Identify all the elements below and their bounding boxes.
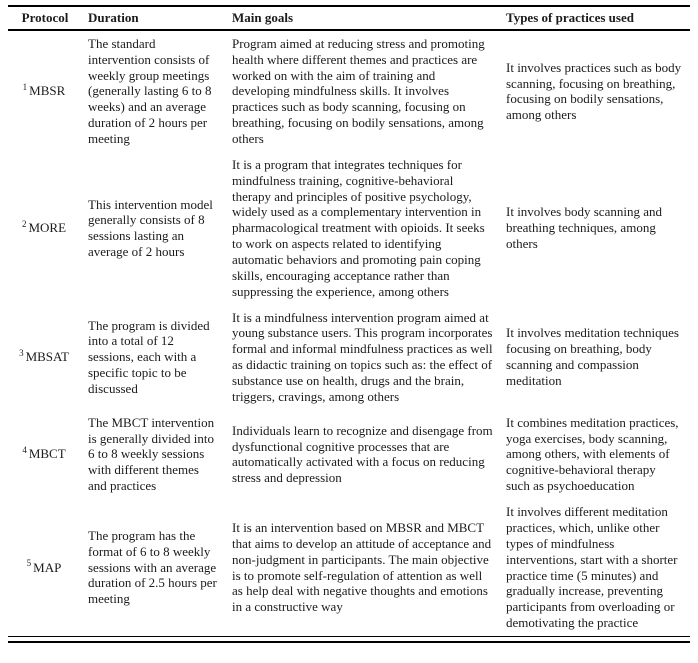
table-body (8, 30, 690, 637)
protocols-table (8, 5, 690, 637)
table-row-map (8, 499, 690, 636)
practices-cell: It involves different meditation practices, which, unlike other types of mindfulness interventions, start with a shorter practice time (5 minutes) and gradually increase, preventing participants from overloading or demotivating the practice (502, 499, 690, 636)
header-row (8, 6, 690, 30)
protocol-label: MORE (28, 220, 67, 236)
practices-cell: It combines meditation practices, yoga exercises, body scanning, among others, with elements of cognitive-behavioral therapy such as psychoeducation (506, 414, 679, 494)
duration-cell: The program has the format of 6 to 8 weekly sessions with an average duration of 2.5 hours per meeting (84, 499, 228, 636)
table-row-mbct (8, 410, 690, 499)
practices-cell: It involves practices such as body scanning, focusing on breathing, focusing on bodily sensations, among others (506, 59, 682, 123)
protocol-cell (8, 30, 84, 152)
main-goals-cell: It is a mindfulness intervention program aimed at young substance users. This program incorporates formal and informal mindfulness practices as well as didactic training on topics such as: the effect of substance use on health, drugs and the brain, triggers, cravings, among others (232, 309, 493, 404)
protocol-superscript: 3 (19, 347, 24, 358)
protocol-label: MAP (33, 559, 62, 575)
main-goals-cell: It is an intervention based on MBSR and MBCT that aims to develop an attitude of acceptance and non-judgment in participants. The main objective is to promote self-regulation of attention as well as help deal with negative thoughts and emotions in a constructive way (228, 499, 502, 636)
protocol-label: MBCT (28, 446, 66, 462)
protocol-superscript: 2 (21, 218, 27, 229)
main-goals-cell: Program aimed at reducing stress and promoting health where different themes and practices are worked on with the aim of training and developing mindfulness skills. It involves practices such as body scanning, focusing on breathing, focusing on bodily sensations, among others (232, 35, 485, 147)
table-header (8, 6, 690, 30)
practices-cell: It involves meditation techniques focusing on breathing, body scanning and compassion meditation (506, 325, 679, 389)
duration-cell: The MBCT intervention is generally divided into 6 to 8 weekly sessions with different themes and practices (88, 414, 215, 494)
protocol-superscript: 5 (26, 558, 32, 569)
table-row-mbsr (8, 30, 690, 152)
protocol-cell (8, 305, 84, 410)
protocol-cell (8, 499, 84, 636)
main-goals-cell: Individuals learn to recognize and disengage from dysfunctional cognitive processes that are automatically activated with a focus on reducing stress and depression (232, 422, 493, 486)
protocol-superscript: 4 (22, 445, 27, 456)
duration-cell: The program is divided into a total of 12 sessions, each with a specific topic to be discussed (88, 317, 210, 396)
column-header-duration: Duration (84, 6, 228, 30)
duration-cell: This intervention model generally consists of 8 sessions lasting an average of 2 hours (88, 196, 213, 260)
protocol-label: MBSAT (25, 349, 69, 365)
column-header-protocol: Protocol (8, 6, 84, 30)
protocol-cell (8, 152, 84, 305)
main-goals-cell: It is a program that integrates techniques for mindfulness training, cognitive-behavioral therapy and principles of positive psychology, widely used as a complementary intervention in pharmacological treatment with opioids. It seeks to work on aspects related to identifying automatic behaviors and promoting pain coping skills, encouraging acceptance rather than suppressing the experience, among others (232, 156, 485, 299)
protocol-superscript: 1 (22, 82, 28, 93)
column-header-types-of-practices: Types of practices used (502, 6, 690, 30)
protocol-label: MBSR (29, 83, 66, 99)
protocol-cell (8, 410, 84, 499)
table-bottom-rule (8, 641, 690, 643)
table-row-mbsat (8, 305, 690, 410)
table-row-more (8, 152, 690, 305)
column-header-main-goals: Main goals (228, 6, 502, 30)
duration-cell: The standard intervention consists of weekly group meetings (generally lasting 6 to 8 weeks) and an average duration of 2 hours per meeting (88, 35, 212, 147)
practices-cell: It involves body scanning and breathing techniques, among others (506, 204, 662, 252)
